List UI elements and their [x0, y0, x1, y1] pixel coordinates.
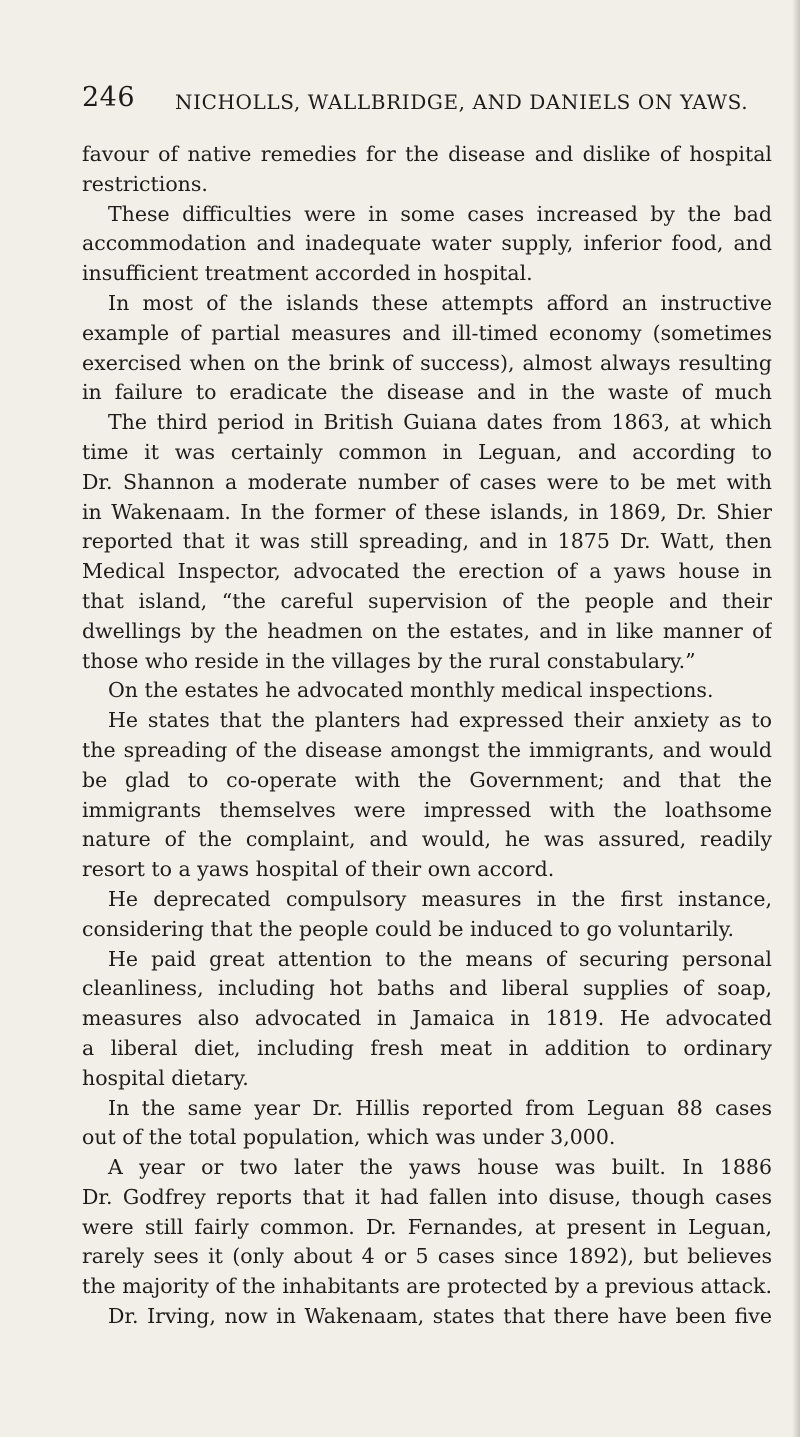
text-line: favour of native remedies for the disease and dislike of hospital — [82, 142, 772, 166]
text-line: These difficulties were in some cases increased by the bad — [108, 201, 772, 226]
text-line: In the same year Dr. Hillis reported from Leguan 88 cases — [108, 1095, 772, 1120]
text-line: reported that it was still spreading, and in 1875 Dr. Watt, then — [82, 529, 772, 554]
text-line: example of partial measures and ill-timed economy (sometimes — [82, 320, 772, 345]
text-line: He paid great attention to the means of securing personal — [108, 946, 772, 971]
text-line: a liberal diet, including fresh meat in addition to ordinary — [82, 1035, 772, 1060]
text-line: In most of the islands these attempts afford an instructive — [108, 290, 772, 315]
text-line: rarely sees it (only about 4 or 5 cases since 1892), but believes — [82, 1244, 772, 1269]
text-line: Dr. Shannon a moderate number of cases were to be met with — [82, 469, 772, 494]
text-line: hospital dietary. — [82, 1065, 249, 1090]
text-line: measures also advocated in Jamaica in 1819. He advocated — [82, 1006, 772, 1031]
text-line: those who reside in the villages by the rural constabulary.” — [82, 648, 696, 673]
text-line: Dr. Godfrey reports that it had fallen into disuse, though cases — [82, 1184, 772, 1209]
running-title: NICHOLLS, WALLBRIDGE, AND DANIELS ON YAWS. — [175, 90, 749, 114]
text-line: He deprecated compulsory measures in the first instance, — [108, 886, 772, 911]
text-line: He states that the planters had expressed their anxiety as to — [108, 708, 772, 733]
text-line: be glad to co-operate with the Government; and that the — [82, 767, 772, 792]
text-line: Medical Inspector, advocated the erection of a yaws house in — [82, 559, 772, 584]
page-number: 246 — [82, 82, 136, 113]
text-line: in failure to eradicate the disease and in the waste of much — [82, 380, 772, 405]
text-line: the spreading of the disease amongst the immigrants, and would — [82, 737, 772, 762]
text-line: dwellings by the headmen on the estates, and in like manner of — [82, 618, 772, 643]
text-line: out of the total population, which was under 3,000. — [82, 1125, 616, 1150]
text-line: were still fairly common. Dr. Fernandes, at present in Leguan, — [82, 1214, 772, 1239]
text-line: considering that the people could be induced to go voluntarily. — [82, 916, 735, 941]
text-line: in Wakenaam. In the former of these islands, in 1869, Dr. Shier — [82, 499, 772, 524]
text-line: time it was certainly common in Leguan, and according to — [82, 439, 772, 464]
text-line: Dr. Irving, now in Wakenaam, states that there have been five — [108, 1304, 772, 1329]
text-line: exercised when on the brink of success), almost always resulting — [82, 350, 772, 375]
text-line: On the estates he advocated monthly medical inspections. — [108, 678, 714, 703]
text-line: immigrants themselves were impressed with the loathsome — [82, 797, 772, 822]
text-line: nature of the complaint, and would, he was assured, readily — [82, 827, 772, 852]
text-line: that island, “the careful supervision of the people and their — [82, 588, 772, 613]
page-header — [82, 82, 772, 122]
text-line: A year or two later the yaws house was built. In 1886 — [108, 1155, 772, 1180]
page-edge-shadow — [792, 0, 800, 1437]
text-line: resort to a yaws hospital of their own accord. — [82, 857, 555, 882]
text-line: cleanliness, including hot baths and liberal supplies of soap, — [82, 976, 772, 1001]
text-line: The third period in British Guiana dates from 1863, at which — [108, 410, 772, 435]
text-line: the majority of the inhabitants are protected by a previous attack. — [82, 1274, 772, 1299]
text-line: accommodation and inadequate water supply, inferior food, and — [82, 231, 772, 256]
text-line: insufficient treatment accorded in hospital. — [82, 261, 533, 286]
text-line: restrictions. — [82, 171, 208, 196]
body-text — [82, 140, 772, 1332]
